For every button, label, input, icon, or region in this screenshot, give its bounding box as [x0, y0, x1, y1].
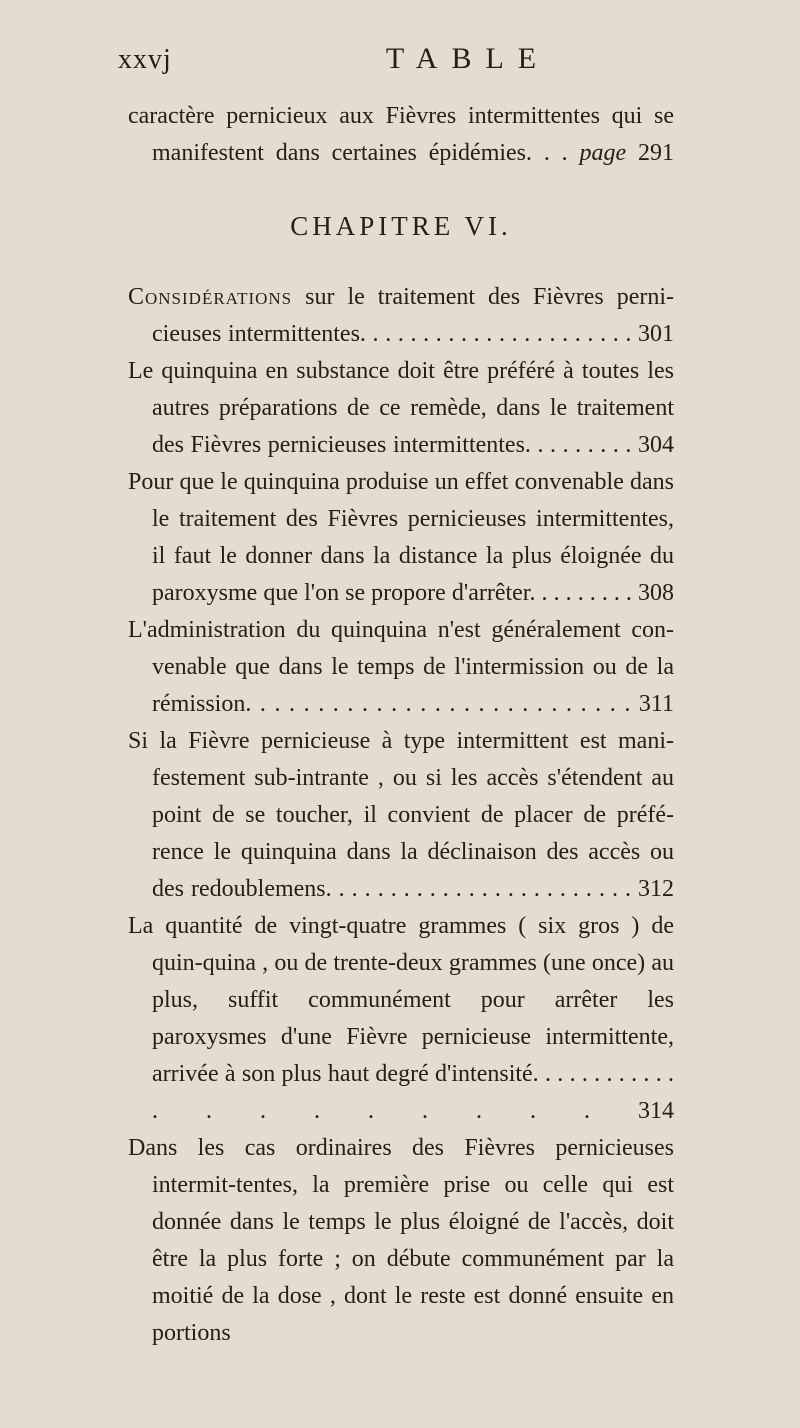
page-number: xxvj	[118, 44, 172, 75]
entry-list	[128, 279, 674, 1352]
intro-entry-page-word: page	[579, 140, 627, 166]
toc-entry-text: Dans les cas ordinaires des Fièvres pernicieuses intermit-tentes, la première prise ou celle qui est donnée dans le temps le plus éloigné de l'accès, doit être la plus forte ; on débute communément par la moitié de la dose , dont le reste est donné ensuite en portions	[128, 1135, 674, 1346]
table-of-contents	[128, 98, 674, 1352]
toc-entry	[128, 464, 674, 612]
toc-entry	[128, 612, 674, 723]
toc-entry	[128, 908, 674, 1130]
intro-entry	[128, 98, 674, 172]
toc-entry-continued	[128, 1130, 674, 1352]
toc-entry-text: Si la Fièvre pernicieuse à type intermittent est mani-festement sub-intrante , ou si les accès s'étendent au point de se toucher, il convient de placer de préfé-rence le quinquina dans la déclinaison des accès ou des redoublemens. . . . . . . . . . . . . . . . . . . . . . . . 312	[128, 728, 674, 902]
toc-entry-text: L'administration du quinquina n'est généralement con-venable que dans le temps de l'intermission ou de la rémission. . . . . . . . . . . . . . . . . . . . . . . . . . . 311	[128, 617, 674, 717]
toc-entry-lead: Considérations	[128, 284, 293, 310]
toc-entry-text: Pour que le quinquina produise un effet convenable dans le traitement des Fièvres pernicieuses intermittentes, il faut le donner dans la distance la plus éloignée du paroxysme que l'on se propore d'arrêter. . . . . . . . . 308	[128, 469, 674, 606]
toc-entry	[128, 279, 674, 353]
chapter-title: CHAPITRE VI.	[290, 211, 512, 241]
toc-entry-text: sur le traitement des Fièvres perni-cieuses intermittentes. . . . . . . . . . . . . . . . . . . . . . 301	[152, 284, 674, 347]
toc-entry-text: Le quinquina en substance doit être préféré à toutes les autres préparations de ce remède, dans le traitement des Fièvres pernicieuses intermittentes. . . . . . . . . 304	[128, 358, 674, 458]
toc-entry-text: La quantité de vingt-quatre grammes ( six gros ) de quin-quina , ou de trente-deux grammes (une once) au plus, suffit communément pour arrêter les paroxysmes d'une Fièvre pernicieuse intermittente, arrivée à son plus haut degré d'intensité. . . . . . . . . . . . . . . . . . . . . 314	[128, 913, 674, 1124]
intro-entry-text: caractère pernicieux aux Fièvres intermittentes qui se manifestent dans certaines épidémies. . .	[128, 103, 674, 166]
toc-entry	[128, 353, 674, 464]
intro-entry-page: 291	[638, 140, 675, 166]
running-title: TABLE	[385, 42, 551, 75]
page-header	[118, 40, 678, 86]
toc-entry	[128, 723, 674, 908]
